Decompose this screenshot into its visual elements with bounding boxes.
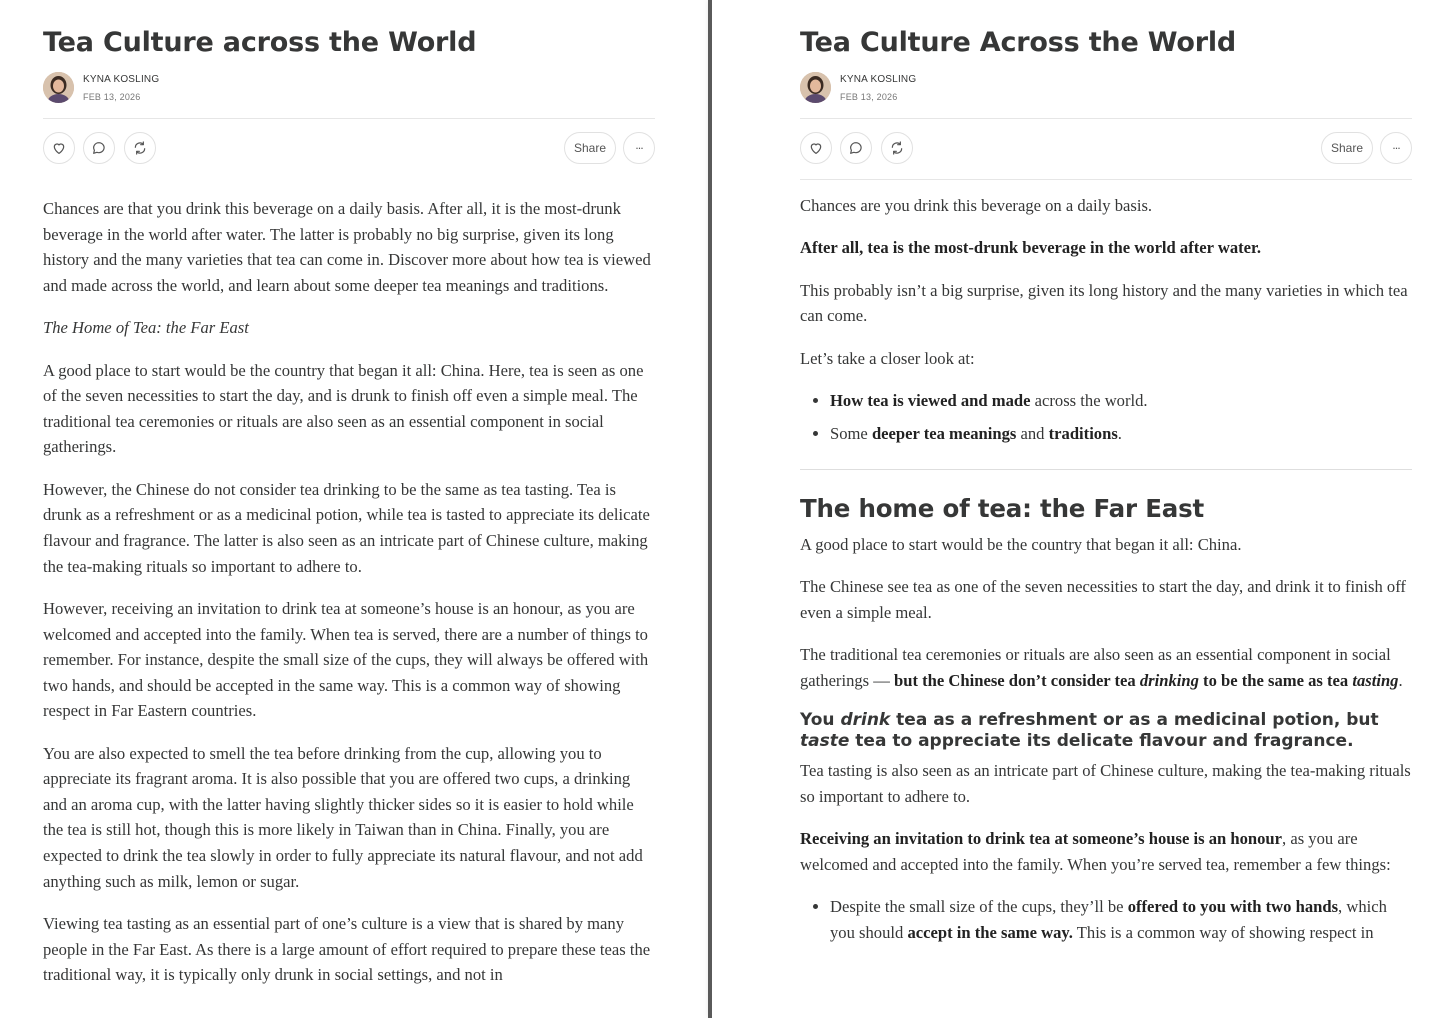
author-name[interactable]: KYNA KOSLING xyxy=(840,74,917,85)
post-body xyxy=(800,193,1412,962)
post-title: Tea Culture across the World xyxy=(43,27,477,58)
paragraph xyxy=(800,826,1412,877)
divider xyxy=(800,118,1412,119)
bold-text: to be the same as tea xyxy=(1198,670,1353,690)
share-button[interactable]: Share xyxy=(1321,132,1373,164)
bold-text: but the Chinese don’t consider tea xyxy=(894,670,1140,690)
paragraph: However, the Chinese do not consider tea drinking to be the same as tea tasting. Tea is drunk as a refreshment or as a medicinal potion, while tea is tasted to appreciate its delicate flavour and fragrance. The latter is also seen as an intricate part of Chinese culture, making the tea-making rituals so important to adhere to. xyxy=(43,479,650,576)
share-button[interactable]: Share xyxy=(564,132,616,164)
paragraph xyxy=(800,642,1412,693)
avatar[interactable] xyxy=(43,72,74,103)
post-date: FEB 13, 2026 xyxy=(83,92,141,102)
bold-italic-text: tasting xyxy=(1352,670,1399,690)
paragraph xyxy=(800,235,1412,261)
text: , which you should xyxy=(830,897,1387,942)
bold-text: deeper tea meanings xyxy=(871,424,1017,444)
more-icon: ··· xyxy=(635,141,643,155)
section-divider xyxy=(800,469,1412,470)
bullet-list xyxy=(800,894,1412,945)
post-body xyxy=(43,196,655,1005)
italic-text: taste xyxy=(800,731,850,752)
bold-italic-text: drinking xyxy=(1139,670,1199,690)
list-item xyxy=(830,388,1412,414)
text: Despite the small size of the cups, they’ll be xyxy=(830,897,1128,917)
action-bar xyxy=(800,132,1412,166)
bold-text: After all, tea is the most-drunk beverage in the world after water. xyxy=(800,238,1262,258)
comment-button[interactable] xyxy=(83,132,115,164)
avatar[interactable] xyxy=(800,72,831,103)
like-button[interactable] xyxy=(800,132,832,164)
paragraph: Tea tasting is also seen as an intricate part of Chinese culture, making the tea-making rituals so important to adhere to. xyxy=(800,761,1411,806)
list-item xyxy=(830,894,1412,945)
restack-button[interactable] xyxy=(881,132,913,164)
paragraph: A good place to start would be the country that began it all: China. xyxy=(800,534,1242,554)
restack-icon xyxy=(132,140,148,156)
italic-text: drink xyxy=(840,710,891,731)
text: This is a common way of showing respect in xyxy=(1072,922,1374,942)
bold-text: How tea is viewed and made xyxy=(830,391,1031,411)
text: , as you are welcomed and accepted into the family. When you’re served tea, remember a few things: xyxy=(800,829,1391,874)
paragraph: The Chinese see tea as one of the seven necessities to start the day, and drink it to finish off even a simple meal. xyxy=(800,577,1406,622)
left-document-pane xyxy=(0,0,708,1018)
paragraph: A good place to start would be the country that began it all: China. Here, tea is seen as one of the seven necessities to start the day, and is drunk to finish off even a simple meal. The traditional tea ceremonies or rituals are also seen as an essential component in social gatherings. xyxy=(43,360,644,457)
text: and xyxy=(1016,424,1049,444)
bold-text: traditions xyxy=(1048,424,1118,444)
list-item xyxy=(830,421,1412,447)
more-icon: ··· xyxy=(1392,141,1400,155)
paragraph: Viewing tea tasting as an essential part of one’s culture is a view that is shared by many people in the Far East. As there is a large amount of effort required to prepare these teas the traditional way, it is typically only drunk in social settings, and not in xyxy=(43,914,651,985)
comment-icon xyxy=(848,140,864,156)
text: . xyxy=(1117,424,1122,444)
bold-text: accept in the same way. xyxy=(907,922,1073,942)
text: . xyxy=(1398,670,1403,690)
comment-icon xyxy=(91,140,107,156)
paragraph: However, receiving an invitation to drink tea at someone’s house is an honour, as you are welcomed and accepted into the family. When tea is served, there are a number of things to remember. For instance, despite the small size of the cups, they will always be offered with two hands, and should be accepted in the same way. This is a common way of showing respect in Far Eastern countries. xyxy=(43,598,649,721)
paragraph: Let’s take a closer look at: xyxy=(800,348,975,368)
subheading xyxy=(800,710,1412,752)
heart-icon xyxy=(51,140,67,156)
action-bar xyxy=(43,132,655,166)
text: You xyxy=(800,710,841,731)
text: The traditional tea ceremonies or rituals are also seen as an essential component in social gatherings — xyxy=(800,645,1391,690)
paragraph: This probably isn’t a big surprise, given its long history and the many varieties in which tea can come. xyxy=(800,280,1408,326)
author-name[interactable]: KYNA KOSLING xyxy=(83,74,160,85)
more-button[interactable] xyxy=(1380,132,1412,164)
text: across the world. xyxy=(1030,391,1148,411)
bold-text: Receiving an invitation to drink tea at someone’s house is an honour xyxy=(800,829,1283,849)
restack-button[interactable] xyxy=(124,132,156,164)
section-heading: The home of tea: the Far East xyxy=(800,493,1204,523)
heart-icon xyxy=(808,140,824,156)
more-button[interactable] xyxy=(623,132,655,164)
bold-text: offered to you with two hands xyxy=(1127,897,1339,917)
text: Some xyxy=(830,424,872,444)
right-document-pane xyxy=(712,0,1456,1018)
bullet-list xyxy=(800,388,1412,447)
post-date: FEB 13, 2026 xyxy=(840,92,898,102)
section-heading-italic: The Home of Tea: the Far East xyxy=(43,318,249,338)
text: tea to appreciate its delicate flavour and fragrance. xyxy=(849,731,1354,752)
comment-button[interactable] xyxy=(840,132,872,164)
divider xyxy=(800,179,1412,180)
text: tea as a refreshment or as a medicinal potion, but xyxy=(890,710,1379,731)
post-title: Tea Culture Across the World xyxy=(800,27,1237,58)
paragraph: Chances are that you drink this beverage on a daily basis. After all, it is the most-drunk beverage in the world after water. The latter is probably no big surprise, given its long history and the many varieties that tea can come in. Discover more about how tea is viewed and made across the world, and learn about some deeper tea meanings and traditions. xyxy=(43,199,651,295)
like-button[interactable] xyxy=(43,132,75,164)
divider xyxy=(43,118,655,119)
paragraph: Chances are you drink this beverage on a daily basis. xyxy=(800,196,1153,215)
paragraph: You are also expected to smell the tea before drinking from the cup, allowing you to appreciate its fragrant aroma. It is also possible that you are offered two cups, a drinking and an aroma cup, with the latter having slightly thicker sides so it is easier to hold while the tea is still hot, though this is more likely in Taiwan than in China. Finally, you are expected to drink the tea slowly in order to fully appreciate its natural flavour, and not add anything such as milk, lemon or sugar. xyxy=(43,743,643,891)
restack-icon xyxy=(889,140,905,156)
